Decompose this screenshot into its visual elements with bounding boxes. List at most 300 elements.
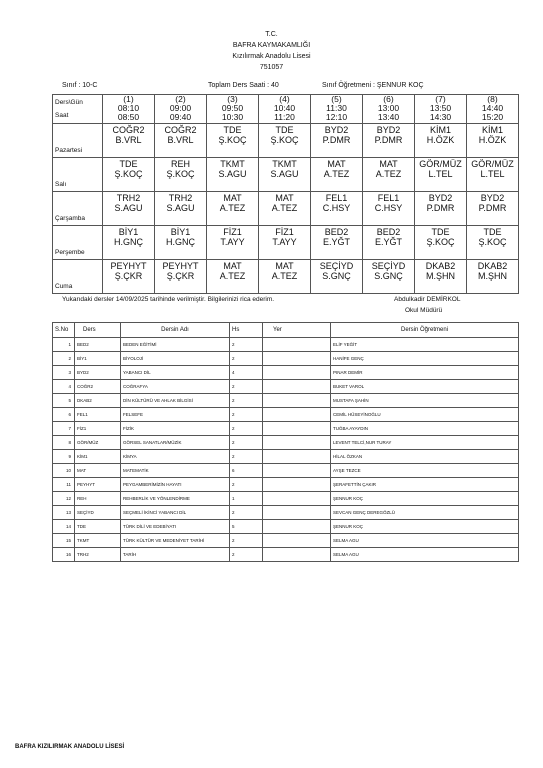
lesson-cell [467, 192, 519, 226]
lesson-cell [103, 158, 155, 192]
lesson-code: DKAB2 [477, 261, 508, 271]
subject-row [53, 366, 519, 380]
subject-code: BİY1 [75, 352, 121, 366]
subject-teacher: MUSTAFA ŞAHİN [331, 394, 519, 408]
header-line-4: 751057 [259, 64, 284, 71]
subject-hours: 2 [230, 506, 263, 520]
lesson-code: MAT [223, 193, 242, 203]
period-n: (2) [175, 94, 186, 104]
subject-hours: 1 [230, 492, 263, 506]
lesson-teacher: T.AYY [272, 237, 297, 247]
subject-teacher: AYŞE TEZCE [331, 464, 519, 478]
day-label: Cuma [53, 260, 103, 294]
subject-name: TÜRK DİLİ VE EDEBİYATI [121, 520, 230, 534]
period-end: 12:10 [325, 112, 348, 122]
subject-no: 8 [53, 436, 75, 450]
subject-hours: 5 [230, 520, 263, 534]
col-header-no: S.No [53, 323, 75, 338]
lesson-cell [363, 260, 415, 294]
lesson-teacher: Ş.KOÇ [270, 135, 299, 145]
lesson-cell [207, 158, 259, 192]
lesson-code: TDE [223, 125, 242, 135]
subject-teacher: SELMA AGU [331, 534, 519, 548]
lesson-cell [155, 226, 207, 260]
lesson-cell [155, 260, 207, 294]
period-start: 13:00 [377, 103, 400, 113]
lesson-teacher: H.ÖZK [478, 135, 507, 145]
lesson-teacher: M.ŞHN [426, 271, 455, 281]
lesson-code: MAT [379, 159, 398, 169]
period-end: 10:30 [221, 112, 244, 122]
subjects-header-row [53, 323, 519, 338]
subject-teacher: HANİFE GENÇ [331, 352, 519, 366]
subject-row [53, 506, 519, 520]
lesson-code: SEÇİYD [371, 261, 406, 271]
subject-name: COĞRAFYA [121, 380, 230, 394]
lesson-teacher: A.TEZ [323, 169, 350, 179]
lesson-code: KİM1 [481, 125, 503, 135]
subject-name: YABANCI DİL [121, 366, 230, 380]
period-start: 10:40 [273, 103, 296, 113]
lesson-cell [363, 158, 415, 192]
lesson-teacher: P.DMR [322, 135, 351, 145]
subject-teacher: LEVENT TELCİ,NUR TURAY [331, 436, 519, 450]
lesson-code: FİZ1 [275, 227, 294, 237]
subject-code: FEL1 [75, 408, 121, 422]
period-start: 09:00 [169, 103, 192, 113]
lesson-code: GÖR/MÜZ [471, 159, 514, 169]
subject-place [263, 506, 331, 520]
subject-hours: 4 [230, 366, 263, 380]
lesson-code: BYD2 [480, 193, 505, 203]
subject-row [53, 520, 519, 534]
period-header-6 [363, 95, 415, 124]
period-header-7 [415, 95, 467, 124]
lesson-cell [259, 260, 311, 294]
subject-name: REHBERLİK VE YÖNLENDİRME [121, 492, 230, 506]
subject-hours: 2 [230, 380, 263, 394]
period-start: 09:50 [221, 103, 244, 113]
period-end: 13:40 [377, 112, 400, 122]
principal-name: Abdulkadir DEMİRKOL [394, 296, 461, 303]
lesson-code: PEYHYT [162, 261, 199, 271]
subject-no: 6 [53, 408, 75, 422]
lesson-cell [207, 260, 259, 294]
subject-teacher: TUĞBA AYAYDIN [331, 422, 519, 436]
period-n: (8) [487, 94, 498, 104]
footer-school-name: BAFRA KIZILIRMAK ANADOLU LİSESİ [15, 744, 125, 750]
subject-row [53, 380, 519, 394]
subject-place [263, 478, 331, 492]
subject-hours: 2 [230, 436, 263, 450]
lesson-code: TRH2 [116, 193, 141, 203]
period-end: 14:30 [429, 112, 452, 122]
period-start: 13:50 [429, 103, 452, 113]
lesson-teacher: L.TEL [480, 169, 505, 179]
lesson-code: MAT [327, 159, 346, 169]
class-teacher: Sınıf Öğretmeni : ŞENNUR KOÇ [322, 82, 424, 89]
subject-code: GÖR/MÜZ [75, 436, 121, 450]
subject-no: 9 [53, 450, 75, 464]
subject-row [53, 534, 519, 548]
col-header-code: Ders [75, 323, 121, 338]
lesson-cell [415, 158, 467, 192]
lesson-teacher: H.ÖZK [426, 135, 455, 145]
lesson-cell [467, 260, 519, 294]
corner-top-label: Ders\Gün [55, 99, 83, 106]
lesson-code: FEL1 [377, 193, 400, 203]
lesson-code: TDE [119, 159, 138, 169]
lesson-code: MAT [275, 261, 294, 271]
subject-row [53, 422, 519, 436]
lesson-teacher: E.YĞT [322, 237, 350, 247]
lesson-code: BYD2 [376, 125, 401, 135]
lesson-cell [103, 260, 155, 294]
col-header-hours: Hs [230, 323, 263, 338]
lesson-code: TKMT [272, 159, 297, 169]
subjects-body [53, 338, 519, 562]
period-header-8 [467, 95, 519, 124]
lesson-teacher: A.TEZ [271, 271, 298, 281]
subject-no: 10 [53, 464, 75, 478]
subject-no: 3 [53, 366, 75, 380]
lesson-teacher: S.GNÇ [322, 271, 351, 281]
subject-place [263, 464, 331, 478]
day-row [53, 226, 519, 260]
lesson-code: TDE [483, 227, 502, 237]
lesson-code: FEL1 [325, 193, 348, 203]
lesson-teacher: Ş.ÇKR [166, 271, 195, 281]
subject-no: 15 [53, 534, 75, 548]
subject-no: 5 [53, 394, 75, 408]
lesson-teacher: B.VRL [115, 135, 142, 145]
subject-row [53, 548, 519, 562]
period-header-1 [103, 95, 155, 124]
subject-hours: 2 [230, 422, 263, 436]
subject-name: BEDEN EĞİTİMİ [121, 338, 230, 352]
lesson-teacher: A.TEZ [271, 203, 298, 213]
period-end: 08:50 [117, 112, 140, 122]
subject-code: SEÇİYD [75, 506, 121, 520]
lesson-cell [155, 124, 207, 158]
day-label: Pazartesi [53, 124, 103, 158]
day-row [53, 192, 519, 226]
corner-cell [53, 95, 103, 124]
subject-teacher: ŞERAFETTİN ÇAKIR [331, 478, 519, 492]
lesson-code: PEYHYT [110, 261, 147, 271]
subject-hours: 2 [230, 408, 263, 422]
subject-hours: 2 [230, 338, 263, 352]
lesson-teacher: S.AGU [270, 169, 299, 179]
lesson-code: BİY1 [118, 227, 139, 237]
subject-no: 12 [53, 492, 75, 506]
period-header-3 [207, 95, 259, 124]
subject-code: TRH2 [75, 548, 121, 562]
total-hours: Toplam Ders Saati : 40 [208, 82, 279, 89]
lesson-cell [207, 124, 259, 158]
subject-no: 2 [53, 352, 75, 366]
lesson-cell [415, 124, 467, 158]
lesson-code: COĞR2 [164, 125, 197, 135]
subject-row [53, 352, 519, 366]
lesson-code: COĞR2 [112, 125, 145, 135]
lesson-code: BYD2 [324, 125, 349, 135]
lesson-cell [155, 158, 207, 192]
subject-place [263, 548, 331, 562]
notice-text: Yukarıdaki dersler 14/09/2025 tarihinde verilmiştir. Bilgilerinizi rica ederim. [62, 296, 275, 303]
col-header-place: Yer [263, 323, 331, 338]
period-n: (7) [435, 94, 446, 104]
lesson-cell [155, 192, 207, 226]
lesson-code: BYD2 [428, 193, 453, 203]
subject-code: COĞR2 [75, 380, 121, 394]
period-header-4 [259, 95, 311, 124]
subject-code: PEYHYT [75, 478, 121, 492]
lesson-code: BED2 [376, 227, 401, 237]
lesson-code: TDE [275, 125, 294, 135]
subject-teacher: ELİF YEĞİT [331, 338, 519, 352]
lesson-code: DKAB2 [425, 261, 456, 271]
subject-place [263, 492, 331, 506]
subject-code: MAT [75, 464, 121, 478]
lesson-cell [363, 124, 415, 158]
subject-teacher: ŞENNUR KOÇ [331, 492, 519, 506]
period-n: (3) [227, 94, 238, 104]
period-start: 08:10 [117, 103, 140, 113]
lesson-code: BİY1 [170, 227, 191, 237]
subject-hours: 2 [230, 394, 263, 408]
subject-teacher: SELMA AGU [331, 548, 519, 562]
subject-place [263, 534, 331, 548]
lesson-cell [103, 192, 155, 226]
lesson-code: TRH2 [168, 193, 193, 203]
lesson-code: BED2 [324, 227, 349, 237]
lesson-cell [259, 226, 311, 260]
subject-place [263, 450, 331, 464]
subject-place [263, 352, 331, 366]
lesson-code: TDE [431, 227, 450, 237]
day-row [53, 124, 519, 158]
lesson-cell [103, 226, 155, 260]
lesson-teacher: H.GNÇ [114, 237, 143, 247]
lesson-teacher: S.AGU [114, 203, 143, 213]
header-line-3: Kızılırmak Anadolu Lisesi [232, 53, 311, 60]
lesson-cell [207, 226, 259, 260]
subject-name: PEYGAMBERİMİZİN HAYATI [121, 478, 230, 492]
lesson-cell [415, 192, 467, 226]
subject-place [263, 380, 331, 394]
lesson-cell [259, 158, 311, 192]
period-start: 11:30 [326, 103, 347, 113]
lesson-cell [467, 226, 519, 260]
lesson-teacher: C.HSY [322, 203, 351, 213]
subject-place [263, 338, 331, 352]
col-header-teacher: Dersin Öğretmeni [331, 323, 519, 338]
subject-no: 7 [53, 422, 75, 436]
subject-place [263, 520, 331, 534]
lesson-teacher: Ş.KOÇ [114, 169, 143, 179]
period-n: (4) [279, 94, 290, 104]
subject-hours: 2 [230, 450, 263, 464]
subject-name: KİMYA [121, 450, 230, 464]
lesson-teacher: Ş.KOÇ [426, 237, 455, 247]
lesson-teacher: P.DMR [426, 203, 455, 213]
subject-teacher: PINAR DEMİR [331, 366, 519, 380]
lesson-teacher: M.ŞHN [478, 271, 507, 281]
lesson-teacher: Ş.KOÇ [166, 169, 195, 179]
period-start: 14:40 [481, 103, 504, 113]
subject-hours: 6 [230, 464, 263, 478]
period-header-5 [311, 95, 363, 124]
period-end: 09:40 [169, 112, 192, 122]
lesson-cell [207, 192, 259, 226]
period-end: 11:20 [274, 112, 295, 122]
subject-code: KİM1 [75, 450, 121, 464]
subject-code: BYD2 [75, 366, 121, 380]
subject-no: 16 [53, 548, 75, 562]
lesson-cell [311, 158, 363, 192]
subject-name: BİYOLOJİ [121, 352, 230, 366]
col-header-name: Dersin Adı [121, 323, 230, 338]
lesson-cell [311, 124, 363, 158]
subject-row [53, 450, 519, 464]
day-label: Çarşamba [53, 192, 103, 226]
header-line-1: T.C. [265, 31, 278, 38]
subject-teacher: ŞENNUR KOÇ [331, 520, 519, 534]
period-header-row [53, 95, 519, 124]
subject-row [53, 394, 519, 408]
subject-place [263, 394, 331, 408]
period-header-2 [155, 95, 207, 124]
lesson-cell [103, 124, 155, 158]
lesson-teacher: L.TEL [428, 169, 453, 179]
lesson-cell [467, 158, 519, 192]
lesson-code: MAT [223, 261, 242, 271]
subject-no: 14 [53, 520, 75, 534]
lesson-teacher: A.TEZ [219, 271, 246, 281]
class-label: Sınıf : 10-C [62, 82, 98, 89]
subject-hours: 2 [230, 548, 263, 562]
lesson-teacher: S.GNÇ [374, 271, 403, 281]
subject-no: 4 [53, 380, 75, 394]
lesson-code: FİZ1 [223, 227, 242, 237]
subject-name: FELSEFE [121, 408, 230, 422]
subject-teacher: HİLAL ÖZKAN [331, 450, 519, 464]
lesson-teacher: A.TEZ [375, 169, 402, 179]
lesson-cell [259, 124, 311, 158]
subject-hours: 2 [230, 478, 263, 492]
subject-row [53, 436, 519, 450]
lesson-cell [363, 192, 415, 226]
lesson-cell [363, 226, 415, 260]
lesson-teacher: C.HSY [374, 203, 403, 213]
day-row [53, 260, 519, 294]
lesson-cell [415, 260, 467, 294]
subject-teacher: CEMİL HÜSEYİNOĞLU [331, 408, 519, 422]
lesson-teacher: Ş.KOÇ [478, 237, 507, 247]
subject-name: TARİH [121, 548, 230, 562]
subject-teacher: BUKET VAROL [331, 380, 519, 394]
lesson-code: TKMT [220, 159, 245, 169]
principal-title: Okul Müdürü [405, 307, 443, 314]
subject-row [53, 338, 519, 352]
subject-no: 11 [53, 478, 75, 492]
lesson-code: GÖR/MÜZ [419, 159, 462, 169]
lesson-teacher: B.VRL [167, 135, 194, 145]
subject-code: BED2 [75, 338, 121, 352]
lesson-teacher: Ş.KOÇ [218, 135, 247, 145]
subject-name: DİN KÜLTÜRÜ VE AHLAK BİLGİSİ [121, 394, 230, 408]
subject-place [263, 422, 331, 436]
subject-name: FİZİK [121, 422, 230, 436]
subject-code: TKMT [75, 534, 121, 548]
lesson-code: REH [170, 159, 190, 169]
subject-code: DKAB2 [75, 394, 121, 408]
subject-no: 1 [53, 338, 75, 352]
subject-name: GÖRSEL SANATLAR/MÜZİK [121, 436, 230, 450]
lesson-teacher: A.TEZ [219, 203, 246, 213]
lesson-code: MAT [275, 193, 294, 203]
subject-code: REH [75, 492, 121, 506]
lesson-cell [415, 226, 467, 260]
lesson-cell [311, 192, 363, 226]
subject-hours: 2 [230, 352, 263, 366]
schedule-body [53, 124, 519, 294]
subject-row [53, 478, 519, 492]
subject-name: SEÇMELİ İKİNCİ YABANCI DİL [121, 506, 230, 520]
lesson-cell [311, 260, 363, 294]
day-label: Salı [53, 158, 103, 192]
subject-teacher: SEVCAN GENÇ DEREGÖZLÜ [331, 506, 519, 520]
period-n: (6) [383, 94, 394, 104]
lesson-code: SEÇİYD [319, 261, 354, 271]
subject-place [263, 408, 331, 422]
subject-no: 13 [53, 506, 75, 520]
lesson-cell [259, 192, 311, 226]
weekly-schedule-table [52, 94, 519, 294]
header-line-2: BAFRA KAYMAKAMLIĞI [232, 42, 311, 49]
lesson-teacher: S.AGU [218, 169, 247, 179]
subject-place [263, 366, 331, 380]
day-label: Perşembe [53, 226, 103, 260]
period-end: 15:20 [481, 112, 504, 122]
subject-code: FİZ1 [75, 422, 121, 436]
subject-place [263, 436, 331, 450]
period-n: (5) [331, 94, 342, 104]
lesson-cell [311, 226, 363, 260]
period-n: (1) [123, 94, 134, 104]
subject-row [53, 408, 519, 422]
subject-row [53, 492, 519, 506]
lesson-teacher: S.AGU [166, 203, 195, 213]
subject-name: MATEMATİK [121, 464, 230, 478]
subject-code: TDE [75, 520, 121, 534]
subjects-table [52, 322, 519, 562]
corner-bottom-label: Saat [55, 112, 69, 119]
day-row [53, 158, 519, 192]
lesson-teacher: E.YĞT [374, 237, 402, 247]
subject-name: TÜRK KÜLTÜR VE MEDENİYET TARİHİ [121, 534, 230, 548]
subject-row [53, 464, 519, 478]
lesson-teacher: T.AYY [220, 237, 245, 247]
lesson-cell [467, 124, 519, 158]
lesson-teacher: Ş.ÇKR [114, 271, 143, 281]
lesson-teacher: P.DMR [374, 135, 403, 145]
subject-hours: 2 [230, 534, 263, 548]
lesson-teacher: P.DMR [478, 203, 507, 213]
lesson-teacher: H.GNÇ [166, 237, 195, 247]
lesson-code: KİM1 [429, 125, 451, 135]
